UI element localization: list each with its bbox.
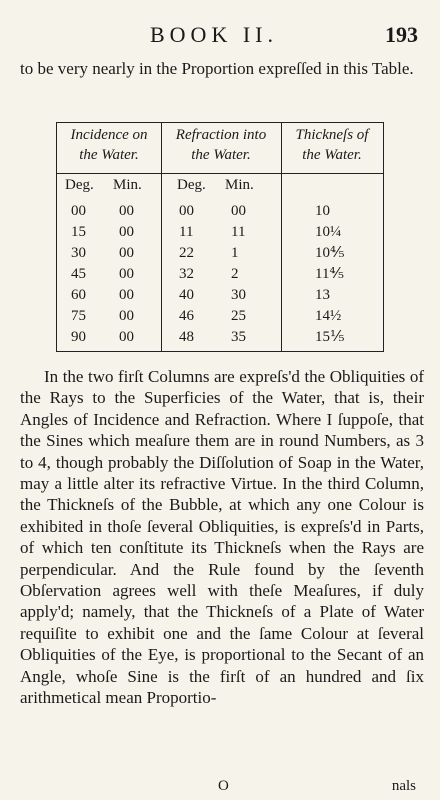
incidence-degrees: 60 bbox=[71, 287, 86, 303]
refraction-degrees: 48 bbox=[179, 329, 194, 345]
table-row bbox=[57, 327, 383, 348]
incidence-degrees: 45 bbox=[71, 266, 86, 282]
refraction-degrees: 40 bbox=[179, 287, 194, 303]
column-header-incidence: Incidence on the Water. bbox=[70, 127, 148, 163]
incidence-degrees: 75 bbox=[71, 308, 86, 324]
thickness-value: 13 bbox=[315, 287, 330, 303]
thickness-value: 10¼ bbox=[315, 224, 342, 240]
refraction-minutes: 1 bbox=[231, 245, 239, 261]
incidence-minutes: 00 bbox=[119, 329, 134, 345]
column-header-refraction: Refraction into the Water. bbox=[175, 127, 267, 163]
incidence-degrees: 00 bbox=[71, 203, 86, 219]
running-title: BOOK II. bbox=[150, 22, 278, 47]
incidence-minutes: 00 bbox=[119, 308, 134, 324]
refraction-minutes: 30 bbox=[231, 287, 246, 303]
refraction-minutes: 25 bbox=[231, 308, 246, 324]
thickness-value: 10 bbox=[315, 203, 330, 219]
incidence-minutes: 00 bbox=[119, 287, 134, 303]
table-row bbox=[57, 201, 383, 222]
incidence-degrees: 90 bbox=[71, 329, 86, 345]
refraction-minutes: 35 bbox=[231, 329, 246, 345]
header-divider bbox=[57, 173, 383, 174]
data-table bbox=[56, 122, 384, 352]
incidence-minutes: 00 bbox=[119, 245, 134, 261]
incidence-minutes: 00 bbox=[119, 224, 134, 240]
intro-paragraph: to be very nearly in the Proportion expreſſed in this Table. bbox=[20, 59, 414, 78]
unit-label-deg: Deg. bbox=[177, 177, 206, 193]
refraction-degrees: 11 bbox=[179, 224, 194, 240]
refraction-degrees: 46 bbox=[179, 308, 194, 324]
column-header-thickness: Thickneſs of the Water. bbox=[295, 127, 369, 163]
thickness-value: 10⅘ bbox=[315, 245, 345, 261]
page-number: 193 bbox=[385, 22, 418, 47]
unit-label-deg: Deg. bbox=[65, 177, 94, 193]
page-header bbox=[0, 22, 440, 46]
table-row bbox=[57, 285, 383, 306]
table-row bbox=[57, 264, 383, 285]
refraction-degrees: 00 bbox=[179, 203, 194, 219]
incidence-degrees: 30 bbox=[71, 245, 86, 261]
thickness-value: 15⅕ bbox=[315, 329, 345, 345]
incidence-minutes: 00 bbox=[119, 266, 134, 282]
thickness-value: 11⅘ bbox=[315, 266, 344, 282]
refraction-degrees: 32 bbox=[179, 266, 194, 282]
refraction-minutes: 00 bbox=[231, 203, 246, 219]
refraction-minutes: 2 bbox=[231, 266, 239, 282]
signature-mark: O bbox=[218, 778, 229, 794]
incidence-degrees: 15 bbox=[71, 224, 86, 240]
catchword: nals bbox=[391, 778, 416, 794]
body-paragraph: In the two firſt Columns are expreſs'd the Obliquities of the Rays to the Superficies of the Water, that is, their Angles of Incidence and Refraction. Where I ſuppoſe, that the Sines which meaſure them are in round Numbers, as 3 to 4, though probably the Diſſolution of Soap in the Water, may a little alter its refractive Virtue. In the third Column, the Thickneſs of the Bubble, at which any one Colour is exhibited in thoſe ſeveral Obliquities, is expreſs'd in Parts, of which ten conſtitute its Thickneſs when the Rays are perpendicular. And the Rule found by the ſeventh Obſervation agrees well with theſe Meaſures, if duly apply'd; namely, that the Thickneſs of a Plate of Water requiſite to exhibit one and the ſame Colour at ſeveral Obliquities of the Eye, is proportional to the Secant of an Angle, whoſe Sine is the firſt of an hundred and ſix arithmetical mean Proportio- bbox=[20, 367, 424, 708]
refraction-minutes: 11 bbox=[231, 224, 246, 240]
table-row bbox=[57, 243, 383, 264]
unit-label-min: Min. bbox=[113, 177, 142, 193]
table-row bbox=[57, 306, 383, 327]
incidence-minutes: 00 bbox=[119, 203, 134, 219]
thickness-value: 14½ bbox=[315, 308, 342, 324]
unit-label-min: Min. bbox=[225, 177, 254, 193]
table-row bbox=[57, 222, 383, 243]
refraction-degrees: 22 bbox=[179, 245, 194, 261]
